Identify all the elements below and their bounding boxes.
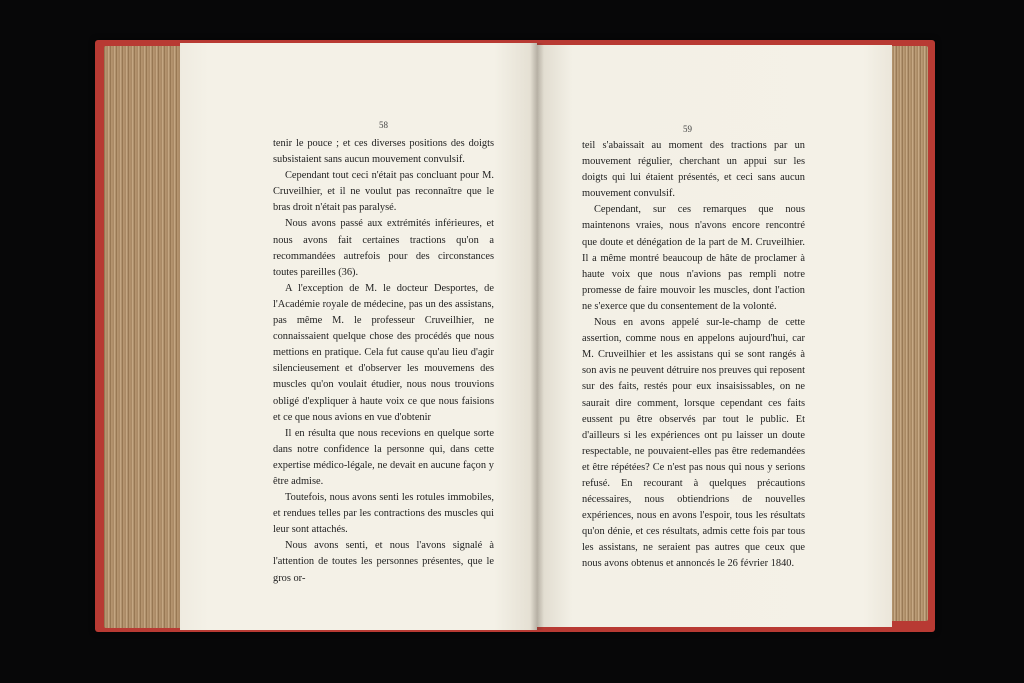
left-page-edges (104, 46, 182, 628)
paragraph: tenir le pouce ; et ces diverses positions des doigts subsistaient sans aucun mouvement convulsif. (273, 138, 494, 166)
paragraph: Toutefois, nous avons senti les rotules immobiles, et rendues telles par les contractions des muscles qui leur sont attachés. (273, 492, 494, 536)
paragraph: Nous avons passé aux extrémités inférieures, et nous avons fait certaines tractions qu'on a recommandées autrefois pour des circonstances toutes pareilles (36). (273, 218, 494, 278)
paragraph: A l'exception de M. le docteur Desportes, de l'Académie royale de médecine, pas un des assistans, pas même M. le professeur Cruveilhier, ne connaissaient quelque chose des procédés que nous mettions en pratique. Cela fut cause qu'au lieu d'agir silencieusement et d'observer les mouvemens des muscles qu'on voulait étudier, nous nous trouvions obligé d'expliquer à haute voix ce que nous faisions et ce que nous avions en vue d'obtenir (273, 282, 494, 423)
paragraph: Il en résulta que nous recevions en quelque sorte dans notre confidence la personne qui, dans cette expertise médico-légale, ne devait en aucune façon y être admise. (273, 427, 494, 487)
page-number: 58 (379, 120, 388, 130)
paragraph: Cependant tout ceci n'était pas concluant pour M. Cruveilhier, et il ne voulut pas reconnaître que le bras droit n'était pas paralysé. (273, 170, 494, 214)
paragraph: Nous avons senti, et nous l'avons signalé à l'attention de toutes les personnes présentes, que le gros or- (273, 540, 494, 584)
page-body (582, 138, 805, 573)
right-page (537, 45, 892, 627)
right-page-edges (890, 46, 928, 621)
page-body (273, 136, 494, 587)
left-page (180, 43, 537, 630)
page-number: 59 (683, 124, 692, 134)
paragraph: Cependant, sur ces remarques que nous maintenons vraies, nous n'avons encore rencontré que doute et dénégation de la part de M. Cruveilhier. Il a même montré beaucoup de hâte de proclamer à haute voix que nous n'avions pas rempli notre promesse de faire mouvoir les muscles, dont l'action ne s'exerce que du consentement de la volonté. (582, 204, 805, 312)
paragraph: Nous en avons appelé sur-le-champ de cette assertion, comme nous en appelons aujourd'hui, car M. Cruveilhier et les assistans qui se sont rangés à son avis ne peuvent détruire nos preuves qui reposent sur des faits, restés pour eux insaisissables, on ne saurait dire comment, lorsque cependant ces faits eussent pu être observés par tout le public. Et d'ailleurs si les expériences ont pu laisser un doute respectable, ne pouvaient-elles pas être redemandées et être répétées? Ce n'est pas nous qui nous y serions refusé. En recourant à quelques précautions nécessaires, nous obtiendrions de nouvelles expériences, nous en avons l'espoir, tous les résultats qu'on dénie, et ces résultats, admis cette fois par tous les assistans, ne seraient pas autres que ceux que nous avons obtenus et annoncés le 26 février 1840. (582, 317, 805, 570)
book-gutter (530, 43, 544, 630)
paragraph: teil s'abaissait au moment des tractions par un mouvement régulier, cherchant un appui sur les doigts qui lui étaient présentés, et ceci sans aucun mouvement convulsif. (582, 140, 805, 200)
